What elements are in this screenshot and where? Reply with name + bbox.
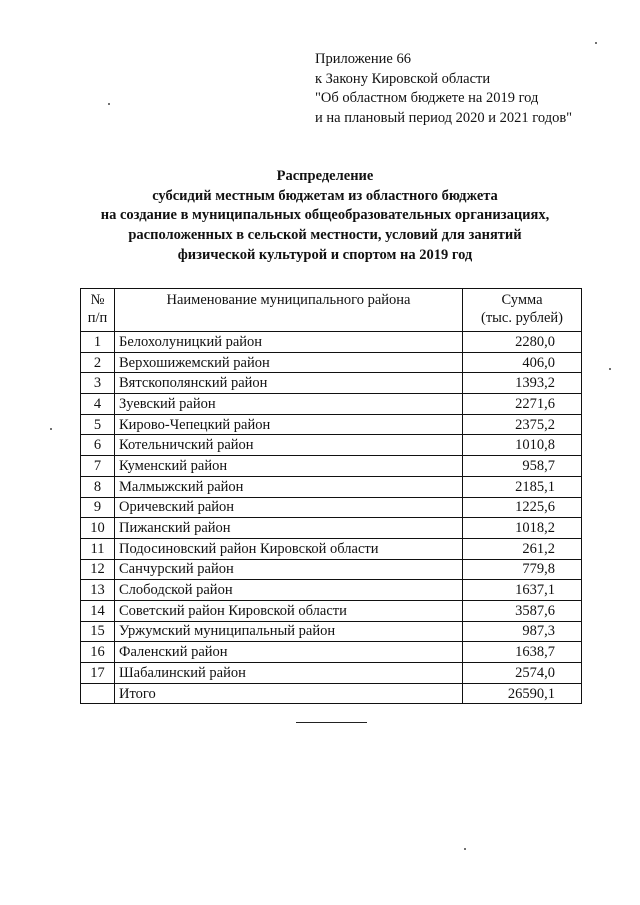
row-number: 5 — [81, 414, 115, 435]
district-name: Пижанский район — [115, 518, 463, 539]
scan-speck — [609, 368, 611, 370]
row-number: 11 — [81, 538, 115, 559]
table-row — [81, 663, 582, 684]
row-number: 17 — [81, 663, 115, 684]
header-number-symbol: № — [90, 292, 105, 308]
header-number — [81, 289, 115, 332]
district-name: Малмыжский район — [115, 476, 463, 497]
table-row — [81, 414, 582, 435]
district-name: Слободской район — [115, 580, 463, 601]
table-row — [81, 332, 582, 353]
title-line: Распределение — [276, 168, 374, 184]
table-body — [81, 332, 582, 704]
row-number: 3 — [81, 373, 115, 394]
row-number: 10 — [81, 518, 115, 539]
subsidy-amount: 1010,8 — [463, 435, 582, 456]
subsidy-amount: 2574,0 — [463, 663, 582, 684]
subsidy-amount: 1638,7 — [463, 642, 582, 663]
appendix-header — [315, 50, 572, 128]
row-number: 14 — [81, 600, 115, 621]
subsidy-amount: 2375,2 — [463, 414, 582, 435]
subsidy-amount: 3587,6 — [463, 600, 582, 621]
subsidy-table — [80, 288, 582, 704]
header-sum-label: Сумма — [501, 292, 543, 308]
header-sum-unit: (тыс. рублей) — [481, 310, 563, 326]
table-row — [81, 538, 582, 559]
subsidy-amount: 2280,0 — [463, 332, 582, 353]
table-row — [81, 456, 582, 477]
appendix-line: "Об областном бюджете на 2019 год — [315, 90, 539, 106]
district-name: Зуевский район — [115, 394, 463, 415]
row-number: 1 — [81, 332, 115, 353]
subsidy-amount: 779,8 — [463, 559, 582, 580]
header-district-name — [115, 289, 463, 332]
total-row — [81, 683, 582, 704]
title-line: расположенных в сельской местности, условий для занятий — [128, 227, 522, 244]
district-name: Санчурский район — [115, 559, 463, 580]
row-number: 4 — [81, 394, 115, 415]
appendix-line: Приложение 66 — [315, 51, 411, 67]
district-name: Вятскополянский район — [115, 373, 463, 394]
subsidy-amount: 26590,1 — [463, 683, 582, 704]
appendix-line: и на плановый период 2020 и 2021 годов" — [315, 109, 573, 126]
district-name: Оричевский район — [115, 497, 463, 518]
table-row — [81, 580, 582, 601]
scan-speck — [595, 42, 597, 44]
subsidy-amount: 1637,1 — [463, 580, 582, 601]
district-name: Шабалинский район — [115, 663, 463, 684]
row-number: 13 — [81, 580, 115, 601]
district-name: Кирово-Чепецкий район — [115, 414, 463, 435]
table-row — [81, 600, 582, 621]
header-number-abbr: п/п — [87, 310, 108, 326]
table-row — [81, 435, 582, 456]
row-number: 9 — [81, 497, 115, 518]
district-name: Куменский район — [115, 456, 463, 477]
table-row — [81, 642, 582, 663]
scan-speck — [464, 848, 466, 850]
table-row — [81, 497, 582, 518]
table-row — [81, 373, 582, 394]
row-number: 2 — [81, 352, 115, 373]
district-name: Итого — [115, 683, 463, 704]
subsidy-amount: 2185,1 — [463, 476, 582, 497]
row-number — [81, 683, 115, 704]
subsidy-amount: 406,0 — [463, 352, 582, 373]
row-number: 8 — [81, 476, 115, 497]
subsidy-amount: 2271,6 — [463, 394, 582, 415]
subsidy-amount: 1225,6 — [463, 497, 582, 518]
title-line: на создание в муниципальных общеобразовательных организациях, — [100, 207, 550, 224]
district-name: Подосиновский район Кировской области — [115, 538, 463, 559]
table-row — [81, 518, 582, 539]
table-row — [81, 394, 582, 415]
row-number: 7 — [81, 456, 115, 477]
table-row — [81, 352, 582, 373]
scan-speck — [108, 103, 110, 105]
table-row — [81, 476, 582, 497]
table-row — [81, 559, 582, 580]
subsidy-amount: 1393,2 — [463, 373, 582, 394]
district-name: Котельничский район — [115, 435, 463, 456]
subsidy-amount: 958,7 — [463, 456, 582, 477]
table-header-row — [81, 289, 582, 332]
district-name: Уржумский муниципальный район — [115, 621, 463, 642]
subsidy-amount: 1018,2 — [463, 518, 582, 539]
district-name: Фаленский район — [115, 642, 463, 663]
row-number: 6 — [81, 435, 115, 456]
title-line: физической культурой и спортом на 2019 год — [177, 246, 473, 263]
row-number: 16 — [81, 642, 115, 663]
subsidy-amount: 987,3 — [463, 621, 582, 642]
document-title — [60, 167, 590, 266]
district-name: Верхошижемский район — [115, 352, 463, 373]
scan-speck — [50, 428, 52, 430]
appendix-line: к Закону Кировской области — [315, 70, 491, 87]
title-line: субсидий местным бюджетам из областного бюджета — [152, 187, 498, 204]
row-number: 15 — [81, 621, 115, 642]
row-number: 12 — [81, 559, 115, 580]
header-district-label: Наименование муниципального района — [166, 292, 411, 308]
district-name: Белохолуницкий район — [115, 332, 463, 353]
district-name: Советский район Кировской области — [115, 600, 463, 621]
subsidy-amount: 261,2 — [463, 538, 582, 559]
closing-rule — [296, 722, 367, 723]
header-sum — [463, 289, 582, 332]
table-row — [81, 621, 582, 642]
